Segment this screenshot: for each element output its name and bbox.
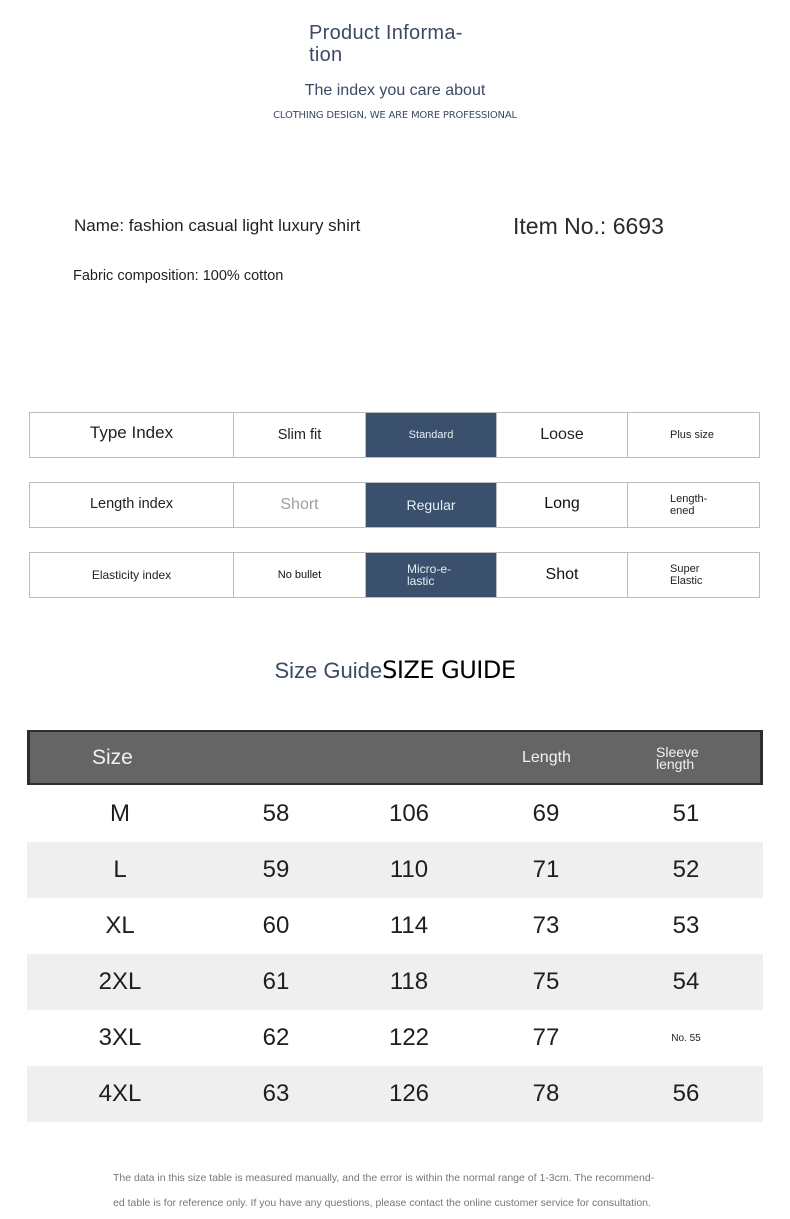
size-guide-title-en: SIZE GUIDE <box>382 656 516 684</box>
cell-length: 75 <box>532 968 560 995</box>
lengthened-line2: ened <box>670 505 695 517</box>
length-option-regular-selected: Regular <box>366 483 497 527</box>
elasticity-index-row <box>29 552 760 598</box>
micro-elastic-line1: Micro-e- <box>407 562 451 576</box>
super-elastic-line2: Elastic <box>670 575 703 587</box>
micro-elastic-line2: lastic <box>407 574 435 588</box>
item-number: Item No.: 6693 <box>513 213 664 239</box>
elasticity-option-micro-elastic-selected <box>366 553 497 597</box>
length-option-short: Short <box>234 483 366 527</box>
cell-col3: 118 <box>389 968 429 995</box>
cell-sleeve: No. 55 <box>671 1032 701 1044</box>
cell-col2: 63 <box>262 1080 290 1107</box>
cell-sleeve: 51 <box>672 800 700 827</box>
elasticity-option-no-bullet: No bullet <box>234 553 366 597</box>
length-option-long: Long <box>497 483 628 527</box>
cell-size: XL <box>105 912 135 939</box>
table-row <box>27 842 763 898</box>
cell-length: 71 <box>532 856 560 883</box>
cell-col3: 122 <box>388 1024 430 1051</box>
elasticity-index-label: Elasticity index <box>30 553 234 597</box>
table-row <box>27 786 763 842</box>
cell-col3: 126 <box>388 1080 430 1107</box>
size-guide-heading <box>0 656 790 684</box>
footnote-line2: ed table is for reference only. If you have any questions, please contact the online customer service for consultation. <box>113 1197 651 1209</box>
cell-size: L <box>113 856 127 883</box>
cell-size: M <box>110 800 130 827</box>
size-table-header <box>27 730 763 785</box>
cell-col3: 114 <box>389 912 429 939</box>
footnote-line1: The data in this size table is measured manually, and the error is within the normal range of 1-3cm. The recommend- <box>113 1172 655 1184</box>
type-index-label: Type Index <box>30 413 234 457</box>
fabric-composition: Fabric composition: 100% cotton <box>73 268 284 284</box>
length-option-lengthened <box>628 483 759 527</box>
length-index-row <box>29 482 760 528</box>
page-title-line1: Product Informa- <box>309 22 463 44</box>
tagline: CLOTHING DESIGN, WE ARE MORE PROFESSIONAL <box>273 110 517 121</box>
column-header-sleeve-length <box>656 732 699 783</box>
page-title-line2: tion <box>309 44 343 66</box>
page-subtitle: The index you care about <box>304 82 486 99</box>
elasticity-option-shot: Shot <box>497 553 628 597</box>
table-row <box>27 954 763 1010</box>
cell-length: 78 <box>532 1080 560 1107</box>
page-title <box>309 22 479 66</box>
cell-size: 4XL <box>98 1080 142 1107</box>
type-option-plus-size: Plus size <box>670 429 715 441</box>
table-row <box>27 898 763 954</box>
cell-col2: 60 <box>262 912 290 939</box>
cell-length: 69 <box>532 800 560 827</box>
cell-col3: 106 <box>388 800 430 827</box>
cell-sleeve: 53 <box>672 912 700 939</box>
type-index-row <box>29 412 760 458</box>
cell-sleeve: 54 <box>672 968 700 995</box>
cell-sleeve: 52 <box>672 856 700 883</box>
cell-col2: 59 <box>262 856 290 883</box>
size-guide-title: Size Guide <box>274 658 383 683</box>
cell-length: 77 <box>532 1024 560 1051</box>
table-row <box>27 1010 763 1066</box>
super-elastic-line1: Super <box>670 563 700 575</box>
cell-length: 73 <box>532 912 560 939</box>
cell-col2: 62 <box>262 1024 290 1051</box>
cell-col2: 61 <box>262 968 290 995</box>
cell-sleeve: 56 <box>672 1080 700 1107</box>
table-row <box>27 1066 763 1122</box>
sleeve-line2: length <box>656 755 695 772</box>
product-name: Name: fashion casual light luxury shirt <box>74 216 361 235</box>
size-table-footnote <box>113 1166 693 1216</box>
lengthened-line1: Length- <box>670 493 708 505</box>
length-index-label: Length index <box>30 483 234 527</box>
cell-size: 3XL <box>98 1024 142 1051</box>
cell-size: 2XL <box>98 968 142 995</box>
column-header-length: Length <box>522 748 571 766</box>
column-header-size: Size <box>92 745 133 769</box>
elasticity-option-super-elastic <box>628 553 759 597</box>
cell-col3: 110 <box>389 856 429 883</box>
cell-col2: 58 <box>262 800 290 827</box>
type-option-slim-fit: Slim fit <box>234 413 366 457</box>
sleeve-line1: Sleeve <box>656 743 699 760</box>
type-option-standard-selected: Standard <box>366 413 497 457</box>
type-option-loose: Loose <box>497 413 628 457</box>
